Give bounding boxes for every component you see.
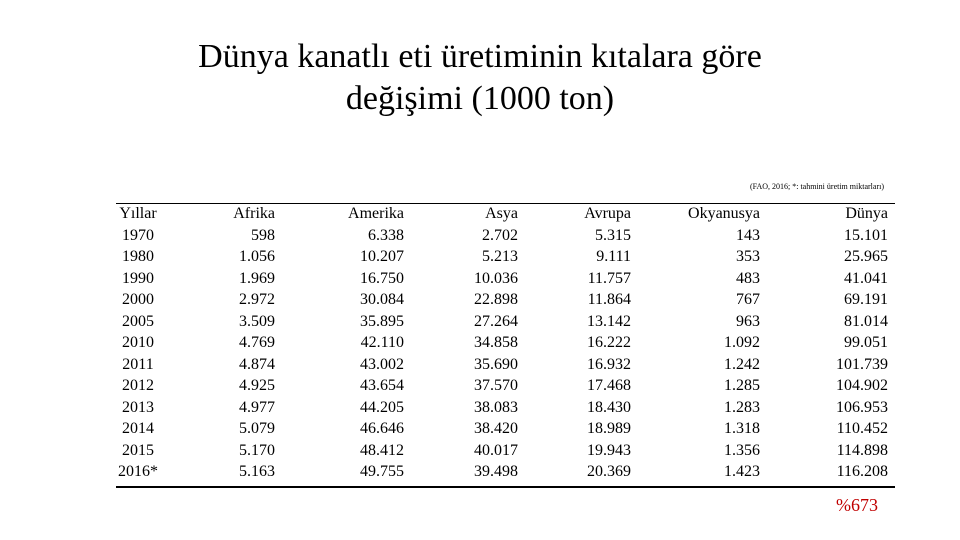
table-cell-okyanusya: 1.423 — [724, 463, 760, 480]
table-cell-asya: 38.083 — [474, 398, 518, 416]
table-cell-years: 2013 — [122, 398, 154, 416]
table-cell-asya: 34.858 — [474, 334, 518, 351]
title-line-1: Dünya kanatlı eti üretiminin kıtalara göre — [198, 38, 762, 75]
header-amerika: Amerika — [348, 205, 404, 222]
table-cell-avrupa: 9.111 — [596, 248, 631, 265]
table-cell-dunya: 99.051 — [844, 334, 888, 351]
table-cell-dunya: 114.898 — [836, 441, 888, 459]
table-cell-avrupa: 16.222 — [587, 334, 631, 351]
table-cell-afrika: 1.969 — [239, 269, 275, 287]
table-cell-asya: 40.017 — [474, 441, 518, 459]
table-cell-asya: 5.213 — [482, 248, 518, 265]
table-cell-years: 2010 — [122, 334, 154, 351]
table-cell-dunya: 25.965 — [844, 248, 888, 265]
header-okyanusya: Okyanusya — [688, 205, 760, 222]
table-cell-asya: 39.498 — [474, 463, 518, 480]
table-cell-okyanusya: 767 — [736, 291, 760, 308]
table-cell-okyanusya: 353 — [736, 248, 760, 265]
table-cell-dunya: 104.902 — [836, 377, 888, 394]
table-cell-years: 1990 — [122, 269, 154, 287]
table-cell-years: 1980 — [122, 248, 154, 265]
table-cell-okyanusya: 1.356 — [724, 441, 760, 459]
table-cell-dunya: 41.041 — [844, 269, 888, 287]
column-avrupa — [560, 203, 631, 483]
table-cell-dunya: 15.101 — [844, 226, 888, 244]
table-cell-amerika: 44.205 — [360, 398, 404, 416]
table-cell-avrupa: 17.468 — [587, 377, 631, 394]
table-cell-avrupa: 18.430 — [587, 398, 631, 416]
table-cell-asya: 37.570 — [474, 377, 518, 394]
column-years — [112, 203, 164, 483]
table-cell-avrupa: 5.315 — [595, 226, 631, 244]
table-cell-avrupa: 18.989 — [587, 420, 631, 437]
table-cell-afrika: 3.509 — [239, 312, 275, 330]
table-cell-asya: 2.702 — [482, 226, 518, 244]
header-afrika: Afrika — [233, 205, 275, 222]
table-cell-dunya: 116.208 — [836, 463, 888, 480]
table-cell-avrupa: 13.142 — [587, 312, 631, 330]
header-avrupa: Avrupa — [584, 205, 631, 222]
table-cell-afrika: 2.972 — [239, 291, 275, 308]
table-cell-afrika: 598 — [251, 226, 275, 244]
table-cell-years: 2015 — [122, 441, 154, 459]
table-cell-years: 2000 — [122, 291, 154, 308]
table-cell-okyanusya: 1.318 — [724, 420, 760, 437]
table-cell-years: 2014 — [122, 420, 154, 437]
table-cell-okyanusya: 1.092 — [724, 334, 760, 351]
table-cell-asya: 22.898 — [474, 291, 518, 308]
header-years: Yıllar — [119, 205, 157, 222]
title-line-2: değişimi (1000 ton) — [345, 80, 615, 117]
column-afrika — [200, 203, 275, 483]
table-cell-okyanusya: 143 — [736, 226, 760, 244]
source-note: (FAO, 2016; *: tahmini üretim miktarları) — [749, 182, 884, 191]
table-cell-asya: 10.036 — [474, 269, 518, 287]
table-cell-dunya: 101.739 — [836, 355, 888, 373]
table-cell-okyanusya: 1.283 — [724, 398, 760, 416]
table-cell-afrika: 1.056 — [239, 248, 275, 265]
table-cell-asya: 27.264 — [474, 312, 518, 330]
table-cell-amerika: 48.412 — [360, 441, 404, 459]
page-title — [0, 36, 960, 120]
table-cell-years: 2005 — [122, 312, 154, 330]
table-cell-amerika: 46.646 — [360, 420, 404, 437]
table-cell-dunya: 81.014 — [844, 312, 888, 330]
table-cell-amerika: 49.755 — [360, 463, 404, 480]
table-cell-amerika: 43.002 — [360, 355, 404, 373]
table-cell-okyanusya: 963 — [736, 312, 760, 330]
table-cell-okyanusya: 1.242 — [724, 355, 760, 373]
table-cell-years: 1970 — [122, 226, 154, 244]
table-cell-afrika: 4.874 — [239, 355, 275, 373]
table-cell-dunya: 110.452 — [836, 420, 888, 437]
column-asya — [440, 203, 518, 483]
table-cell-years: 2016* — [118, 463, 158, 480]
table-cell-okyanusya: 1.285 — [724, 377, 760, 394]
header-dunya: Dünya — [845, 205, 888, 222]
header-asya: Asya — [485, 205, 518, 222]
table-cell-afrika: 4.977 — [239, 398, 275, 416]
table-cell-amerika: 43.654 — [360, 377, 404, 394]
table-cell-afrika: 5.170 — [239, 441, 275, 459]
table-cell-amerika: 10.207 — [360, 248, 404, 265]
table-cell-afrika: 4.769 — [239, 334, 275, 351]
table-cell-dunya: 106.953 — [836, 398, 888, 416]
column-amerika — [320, 203, 404, 483]
table-cell-afrika: 4.925 — [239, 377, 275, 394]
table-cell-asya: 38.420 — [474, 420, 518, 437]
table-cell-dunya: 69.191 — [844, 291, 888, 308]
table-cell-amerika: 42.110 — [360, 334, 404, 351]
table-cell-asya: 35.690 — [474, 355, 518, 373]
table-cell-years: 2012 — [122, 377, 154, 394]
table-cell-avrupa: 11.757 — [587, 269, 631, 287]
table-cell-okyanusya: 483 — [736, 269, 760, 287]
table-bottom-rule — [116, 486, 895, 488]
table-cell-afrika: 5.079 — [239, 420, 275, 437]
change-percentage: %673 — [836, 495, 878, 515]
table-cell-years: 2011 — [122, 355, 154, 373]
table-cell-amerika: 30.084 — [360, 291, 404, 308]
table-cell-avrupa: 20.369 — [587, 463, 631, 480]
table-cell-avrupa: 16.932 — [587, 355, 631, 373]
table-cell-avrupa: 11.864 — [587, 291, 631, 308]
table-cell-amerika: 6.338 — [368, 226, 404, 244]
table-cell-amerika: 16.750 — [360, 269, 404, 287]
table-cell-afrika: 5.163 — [239, 463, 275, 480]
column-dunya — [800, 203, 888, 483]
table-cell-amerika: 35.895 — [360, 312, 404, 330]
table-cell-avrupa: 19.943 — [587, 441, 631, 459]
column-okyanusya — [660, 203, 760, 483]
